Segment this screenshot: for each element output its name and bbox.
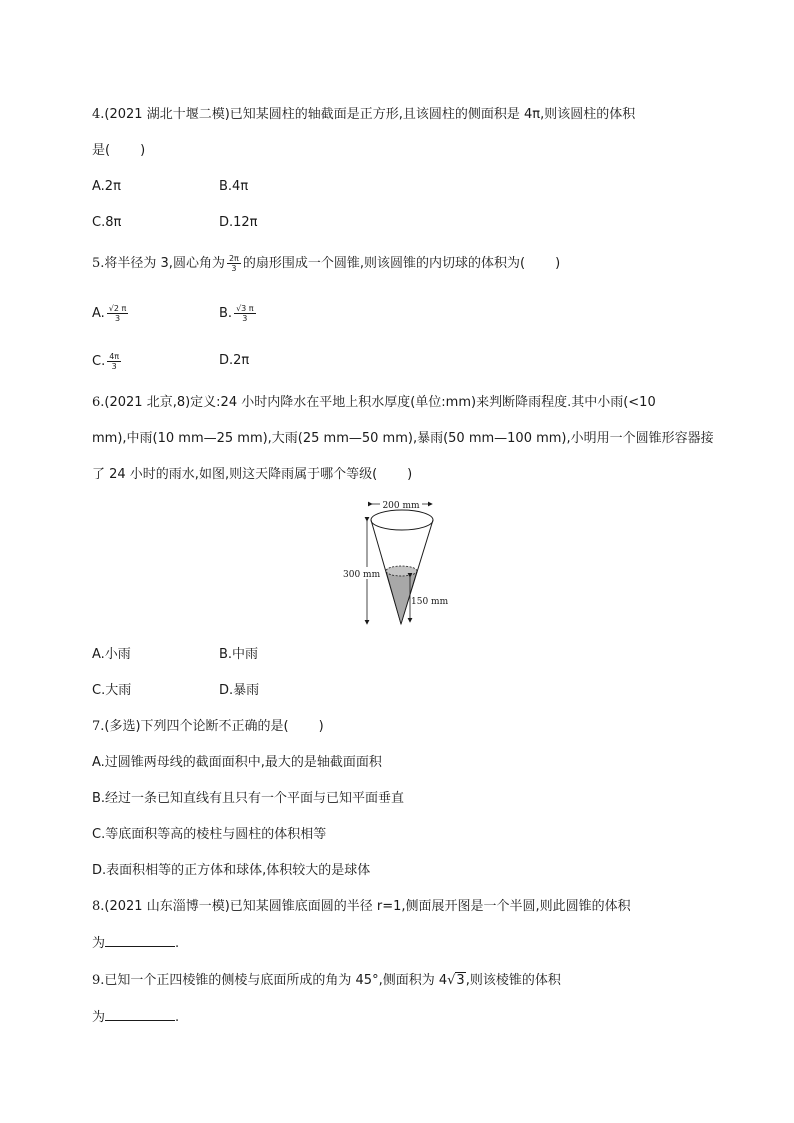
q5-stem-b: 的扇形围成一个圆锥,则该圆锥的内切球的体积为( — [242, 256, 526, 271]
q5-option-a-num: √2 π — [108, 304, 127, 313]
q4-option-c: C.8π — [92, 215, 122, 230]
q4-number: 4. — [92, 107, 105, 122]
q9-number: 9. — [92, 973, 105, 988]
label-water: 150 mm — [411, 597, 449, 607]
q6-line1 — [92, 394, 656, 412]
q5-number: 5. — [92, 256, 105, 271]
q6-option-b: B.中雨 — [219, 647, 259, 662]
q7-option-d: D.表面积相等的正方体和球体,体积较大的是球体 — [92, 863, 371, 878]
q6-line2: mm),中雨(10 mm—25 mm),大雨(25 mm—50 mm),暴雨(50 mm—100 mm),小明用一个圆锥形容器接 — [92, 431, 714, 446]
water-surface — [386, 566, 417, 576]
q7-line1 — [92, 718, 324, 736]
q7-option-a: A.过圆锥两母线的截面面积中,最大的是轴截面面积 — [92, 755, 382, 770]
q5-option-c-label: C. — [92, 354, 106, 369]
q4-option-b: B.4π — [219, 179, 249, 194]
q8-line1 — [92, 898, 631, 916]
q5-option-c-den: 3 — [111, 362, 117, 371]
q8-stem: (2021 山东淄博一模)已知某圆锥底面圆的半径 r=1,侧面展开图是一个半圆,则此圆锥的体积 — [104, 899, 631, 914]
q9-sqrt-radicand: 3 — [456, 973, 465, 988]
q6-option-d: D.暴雨 — [219, 683, 260, 698]
q7-number: 7. — [92, 719, 105, 734]
q6-number: 6. — [92, 395, 105, 410]
q6-paren-close: ) — [407, 467, 413, 482]
cone-figure — [342, 497, 452, 632]
q5-option-b-den: 3 — [242, 314, 248, 323]
q9-answer-blank[interactable] — [105, 1008, 175, 1021]
q9-line2 — [92, 1008, 179, 1027]
q5-option-a-den: 3 — [115, 314, 121, 323]
q9-stem-b: ,则该棱锥的体积 — [465, 973, 561, 988]
q6-option-c: C.大雨 — [92, 683, 132, 698]
q6-line3 — [92, 466, 412, 484]
q4-line2 — [92, 142, 145, 160]
q5-option-b — [219, 304, 258, 323]
q5-option-c-num: 4π — [109, 352, 120, 361]
label-top: 200 mm — [382, 501, 420, 511]
q4-paren-close: ) — [140, 143, 146, 158]
q4-option-d: D.12π — [219, 215, 258, 230]
q7-option-c: C.等底面积等高的棱柱与圆柱的体积相等 — [92, 827, 327, 842]
q9-stem-cont: 为 — [92, 1010, 106, 1025]
q5-option-b-num: √3 π — [236, 304, 254, 313]
q8-answer-blank[interactable] — [105, 934, 175, 947]
q5-option-b-fraction — [234, 304, 256, 323]
q8-number: 8. — [92, 899, 105, 914]
q6-option-a: A.小雨 — [92, 647, 131, 662]
q5-line1 — [92, 254, 560, 273]
sqrt-sign: √ — [447, 973, 456, 988]
q5-option-a — [92, 304, 130, 323]
cone-rim — [371, 510, 433, 530]
label-height: 300 mm — [343, 570, 381, 580]
q5-angle-den: 3 — [231, 264, 237, 273]
q8-period: . — [175, 936, 180, 951]
q5-option-c-fraction — [107, 352, 121, 371]
q8-line2 — [92, 934, 179, 953]
q9-line1 — [92, 972, 561, 990]
q4-stem-cont: 是( — [92, 143, 111, 158]
q6-stem-3: 了 24 小时的雨水,如图,则这天降雨属于哪个等级( — [92, 467, 378, 482]
q6-stem-1: (2021 北京,8)定义:24 小时内降水在平地上积水厚度(单位:mm)来判断降雨程度.其中小雨(<10 — [104, 395, 656, 410]
q5-option-c — [92, 352, 123, 371]
q7-stem: (多选)下列四个论断不正确的是( — [104, 719, 289, 734]
q5-angle-fraction — [227, 254, 241, 273]
q5-option-a-label: A. — [92, 306, 105, 321]
q5-option-b-label: B. — [219, 306, 233, 321]
q4-stem: (2021 湖北十堰二模)已知某圆柱的轴截面是正方形,且该圆柱的侧面积是 4π,则该圆柱的体积 — [104, 107, 636, 122]
q8-stem-cont: 为 — [92, 936, 106, 951]
q9-period: . — [175, 1010, 180, 1025]
q7-paren-close: ) — [318, 719, 324, 734]
q4-line1 — [92, 106, 635, 124]
q5-stem-a: 将半径为 3,圆心角为 — [104, 256, 225, 271]
q4-option-a: A.2π — [92, 179, 121, 194]
q7-option-b: B.经过一条已知直线有且只有一个平面与已知平面垂直 — [92, 791, 405, 806]
q5-angle-num: 2π — [228, 254, 239, 263]
q5-paren-close: ) — [555, 256, 561, 271]
q5-option-d: D.2π — [219, 353, 250, 368]
q9-stem-a: 已知一个正四棱锥的侧棱与底面所成的角为 45°,侧面积为 4 — [104, 973, 448, 988]
q5-option-a-fraction — [107, 304, 129, 323]
